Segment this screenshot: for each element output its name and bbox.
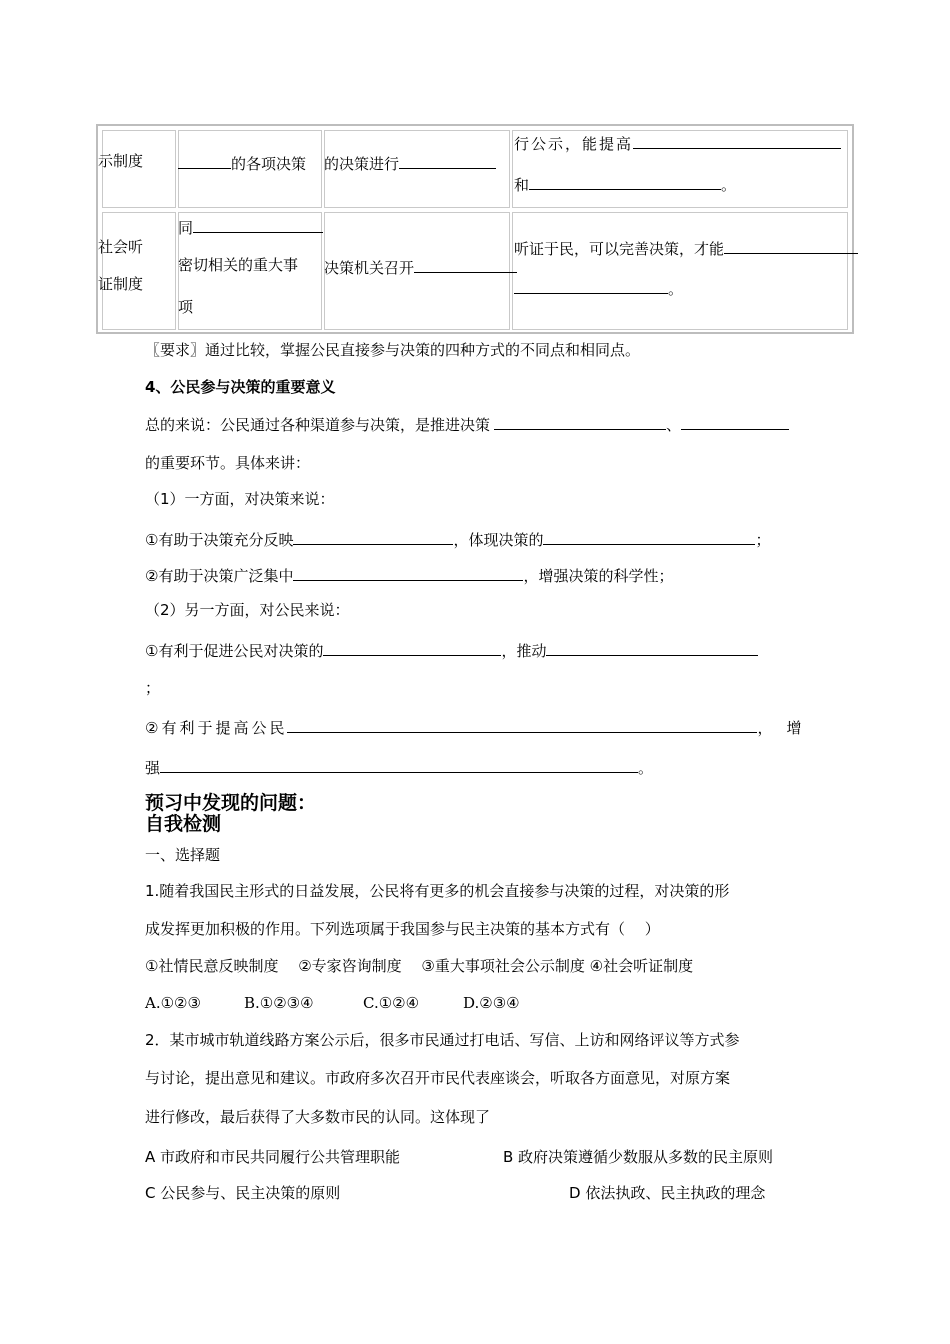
blank-line bbox=[494, 415, 666, 430]
summary-separator: 、 bbox=[666, 416, 682, 434]
p1b-end: ，增强决策的科学性； bbox=[523, 567, 674, 585]
self-test-heading: 自我检测 bbox=[145, 813, 222, 835]
blank-line bbox=[193, 218, 323, 233]
requirement-note: 〖要求〗通过比较，掌握公民直接参与决策的四种方式的不同点和相同点。 bbox=[145, 341, 641, 359]
p2b-end: ，增 bbox=[757, 719, 816, 737]
row1-process bbox=[324, 154, 496, 172]
q1-option-c: C.①②④ bbox=[363, 994, 420, 1012]
row1-effect-line2 bbox=[514, 175, 736, 193]
part1-title: （1）一方面，对决策来说： bbox=[145, 490, 335, 508]
p1a-end: ； bbox=[755, 531, 771, 549]
row2-process-text: 决策机关召开 bbox=[324, 259, 415, 277]
blank-line bbox=[633, 134, 841, 149]
q1-items: ①社情民意反映制度 ②专家咨询制度 ③重大事项社会公示制度 ④社会听证制度 bbox=[145, 957, 694, 975]
row2-system-name-line1: 社会听 bbox=[98, 238, 144, 256]
preview-problems-heading: 预习中发现的问题： bbox=[145, 792, 317, 814]
row1-scope bbox=[178, 154, 306, 172]
q1-option-b: B.①②③④ bbox=[244, 994, 314, 1012]
q1-line1: 1.随着我国民主形式的日益发展，公民将有更多的机会直接参与决策的过程，对决策的形 bbox=[145, 882, 730, 900]
q2-option-a: A 市政府和市民共同履行公共管理职能 bbox=[145, 1148, 401, 1166]
part1-item-b bbox=[145, 566, 673, 584]
q1-option-d: D.②③④ bbox=[463, 994, 520, 1012]
p1a-text: ①有助于决策充分反映 bbox=[145, 531, 294, 549]
blank-line bbox=[414, 258, 517, 273]
q1-option-a: A.①②③ bbox=[145, 994, 201, 1012]
row2-scope-line3: 项 bbox=[178, 298, 194, 316]
row2-scope-line2: 密切相关的重大事 bbox=[178, 256, 299, 274]
section4-title: 4、公民参与决策的重要意义 bbox=[145, 378, 336, 396]
blank-line bbox=[514, 279, 668, 294]
summary-text: 总的来说：公民通过各种渠道参与决策，是推进决策 bbox=[145, 416, 491, 434]
p1b-text: ②有助于决策广泛集中 bbox=[145, 567, 294, 585]
row1-process-text: 的决策进行 bbox=[324, 155, 400, 173]
part2-title: （2）另一方面，对公民来说： bbox=[145, 601, 350, 619]
row2-system-name-line2: 证制度 bbox=[98, 275, 144, 293]
row1-effect-end: 。 bbox=[721, 176, 737, 194]
blank-line bbox=[160, 758, 638, 773]
p1a-mid: ，体现决策的 bbox=[453, 531, 544, 549]
row2-scope-text1: 同 bbox=[178, 219, 194, 237]
q2-option-d: D 依法执政、民主执政的理念 bbox=[569, 1184, 766, 1202]
p2b-text: ②有利于提高公民 bbox=[145, 719, 288, 737]
blank-line bbox=[323, 641, 501, 656]
part2-item-b bbox=[145, 718, 815, 736]
part2-item-a-end: ； bbox=[145, 679, 161, 697]
row1-scope-text: 的各项决策 bbox=[231, 155, 307, 173]
row2-scope-line1 bbox=[178, 218, 323, 236]
row1-effect-line1 bbox=[514, 134, 841, 152]
table-row2-col1 bbox=[102, 212, 176, 330]
p2b-line2-text: 强 bbox=[145, 759, 161, 777]
blank-line bbox=[287, 718, 757, 733]
q2-option-b: B 政府决策遵循少数服从多数的民主原则 bbox=[503, 1148, 774, 1166]
row2-process bbox=[324, 258, 517, 276]
q2-line1: 2．某市城市轨道线路方案公示后，很多市民通过打电话、写信、上访和网络评议等方式参 bbox=[145, 1031, 740, 1049]
p2b-line2-end: 。 bbox=[638, 759, 654, 777]
table-row2-col4 bbox=[512, 212, 848, 330]
row1-system-name: 示制度 bbox=[98, 152, 144, 170]
section4-summary-line2: 的重要环节。具体来讲： bbox=[145, 454, 311, 472]
blank-line bbox=[724, 239, 858, 254]
q1-line2: 成发挥更加积极的作用。下列选项属于我国参与民主决策的基本方式有（ ） bbox=[145, 920, 660, 938]
q2-line2: 与讨论，提出意见和建议。市政府多次召开市民代表座谈会，听取各方面意见，对原方案 bbox=[145, 1069, 731, 1087]
blank-line bbox=[529, 175, 721, 190]
row2-effect-end: 。 bbox=[668, 280, 684, 298]
blank-line bbox=[293, 530, 453, 545]
blank-line bbox=[293, 566, 523, 581]
row1-effect-and: 和 bbox=[514, 176, 530, 194]
quiz-section-title: 一、选择题 bbox=[145, 846, 221, 864]
blank-line bbox=[546, 641, 758, 656]
part2-item-a bbox=[145, 641, 758, 659]
p2a-mid: ，推动 bbox=[501, 642, 547, 660]
blank-line bbox=[399, 154, 496, 169]
blank-line bbox=[681, 415, 789, 430]
part1-item-a bbox=[145, 530, 770, 548]
row2-effect-text: 听证于民，可以完善决策，才能 bbox=[514, 240, 725, 258]
row1-effect-text: 行公示，能提高 bbox=[514, 135, 634, 153]
row2-effect-line1 bbox=[514, 239, 858, 257]
row2-effect-line2 bbox=[514, 279, 683, 297]
section4-summary bbox=[145, 415, 789, 433]
q2-line3: 进行修改，最后获得了大多数市民的认同。这体现了 bbox=[145, 1108, 491, 1126]
p2a-text: ①有利于促进公民对决策的 bbox=[145, 642, 324, 660]
q2-option-c: C 公民参与、民主决策的原则 bbox=[145, 1184, 341, 1202]
blank-line bbox=[543, 530, 755, 545]
blank-line bbox=[178, 154, 231, 169]
part2-item-b-line2 bbox=[145, 758, 653, 776]
